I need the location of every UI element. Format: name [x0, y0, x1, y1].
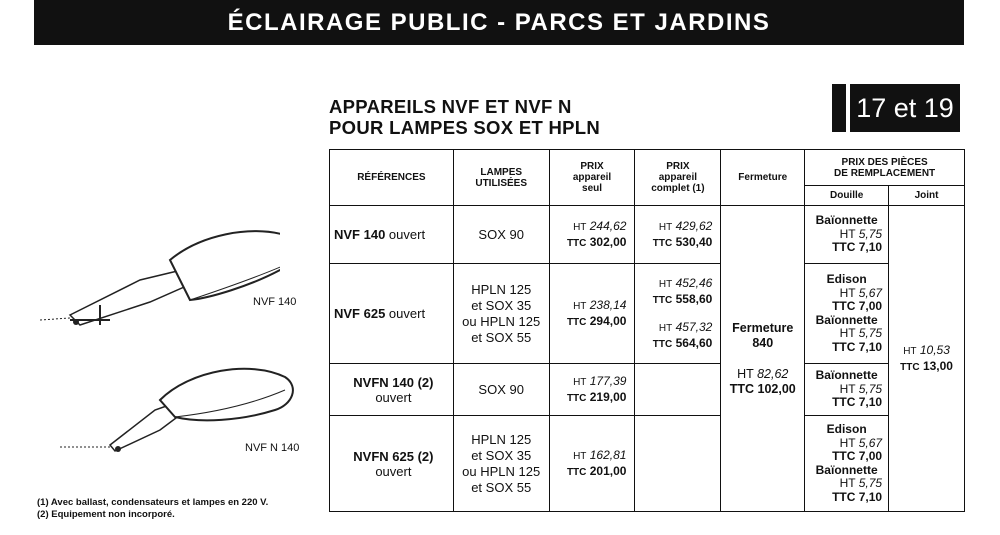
header-lampes: LAMPES UTILISÉES — [453, 150, 549, 206]
ref-cell: NVFN 140 (2) ouvert — [330, 364, 454, 416]
lamps-cell: HPLN 125 et SOX 35 ou HPLN 125 et SOX 55 — [453, 264, 549, 364]
header-prix-complet: PRIX appareil complet (1) — [635, 150, 721, 206]
footnotes — [37, 497, 268, 521]
table-row — [330, 264, 965, 364]
douille-cell: Edison HT 5,67 TTC 7,00 Baïonnette HT 5,75 TTC 7,10 — [805, 416, 889, 512]
price-seul-cell: HT 244,62 TTC 302,00 — [549, 206, 635, 264]
ref-cell: NVF 140 ouvert — [330, 206, 454, 264]
price-seul-cell: HT 238,14 TTC 294,00 — [549, 264, 635, 364]
section-subtitle — [329, 96, 600, 138]
joint-cell: HT 10,53 TTC 13,00 — [889, 206, 965, 512]
header-prix-seul: PRIX appareil seul — [549, 150, 635, 206]
price-complet-cell: HT 452,46 TTC 558,60 HT 457,32 TTC 564,60 — [635, 264, 721, 364]
banner-title: ÉCLAIRAGE PUBLIC - PARCS ET JARDINS — [227, 8, 771, 36]
douille-cell: Baïonnette HT 5,75 TTC 7,10 — [805, 364, 889, 416]
header-fermeture: Fermeture — [721, 150, 805, 206]
table-row — [330, 416, 965, 512]
douille-cell: Baïonnette HT 5,75 TTC 7,10 — [805, 206, 889, 264]
lamps-cell: HPLN 125 et SOX 35 ou HPLN 125 et SOX 55 — [453, 416, 549, 512]
tag-letter-mark — [832, 84, 846, 132]
tag-label-box — [850, 84, 960, 132]
price-seul-cell: HT 162,81 TTC 201,00 — [549, 416, 635, 512]
header-pieces: PRIX DES PIÈCES DE REMPLACEMENT — [805, 150, 965, 186]
footnote-1: (1) Avec ballast, condensateurs et lampes en 220 V. — [37, 497, 269, 508]
table-row — [330, 364, 965, 416]
footnote-2: (2) Equipement non incorporé. — [37, 509, 175, 520]
header-joint: Joint — [889, 186, 965, 206]
price-seul-cell: HT 177,39 TTC 219,00 — [549, 364, 635, 416]
price-complet-cell-empty — [635, 416, 721, 512]
price-complet-cell: HT 429,62 TTC 530,40 — [635, 206, 721, 264]
tag-label: 17 et 19 — [856, 92, 954, 123]
ref-cell: NVF 625 ouvert — [330, 264, 454, 364]
subtitle-line-1: APPAREILS NVF ET NVF N — [329, 96, 572, 117]
price-complet-cell-empty — [635, 364, 721, 416]
subtitle-line-2: POUR LAMPES SOX ET HPLN — [329, 117, 601, 138]
fermeture-cell: Fermeture 840 HT 82,62 TTC 102,00 — [721, 206, 805, 512]
header-references: RÉFÉRENCES — [330, 150, 454, 206]
page-banner — [34, 0, 964, 45]
table-row — [330, 206, 965, 264]
nvfn-140-label: NVF N 140 — [245, 442, 300, 454]
header-douille: Douille — [805, 186, 889, 206]
lamps-cell: SOX 90 — [453, 364, 549, 416]
lamps-cell: SOX 90 — [453, 206, 549, 264]
nvf-140-label: NVF 140 — [253, 296, 297, 308]
ref-cell: NVFN 625 (2) ouvert — [330, 416, 454, 512]
douille-cell: Edison HT 5,67 TTC 7,00 Baïonnette HT 5,75 TTC 7,10 — [805, 264, 889, 364]
price-table — [329, 149, 965, 512]
nvf-140-lamp-illustration — [40, 220, 280, 340]
section-tag — [832, 84, 960, 132]
